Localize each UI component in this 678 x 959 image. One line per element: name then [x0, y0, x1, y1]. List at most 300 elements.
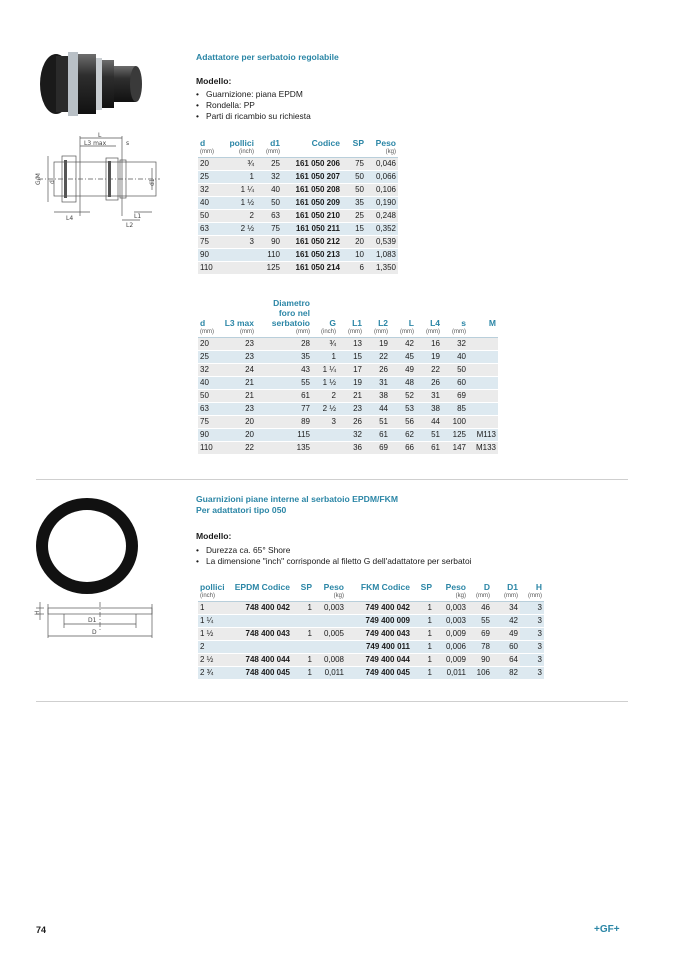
table-cell: 75: [256, 223, 282, 236]
table-row: [198, 262, 398, 275]
table-cell: 25: [198, 171, 224, 184]
table-row: [198, 364, 498, 377]
table-cell: 25: [342, 210, 366, 223]
table-cell: 125: [442, 429, 468, 442]
col-unit: [292, 592, 314, 602]
table-cell: 34: [492, 602, 520, 615]
table-cell: 66: [390, 442, 416, 455]
table-cell: 52: [390, 390, 416, 403]
bullet-spare-parts: • Parti di ricambio su richiesta: [196, 111, 311, 122]
table-adapter-dimensions-body: [198, 338, 498, 455]
table-cell: [292, 641, 314, 654]
table-cell: 64: [492, 654, 520, 667]
col-header-s: s: [461, 318, 466, 328]
table-cell: M113: [468, 429, 498, 442]
table-cell: 125: [256, 262, 282, 275]
col-unit: (mm): [416, 328, 442, 338]
col-unit: (mm): [468, 592, 492, 602]
table-cell: 3: [224, 236, 256, 249]
table-cell: 147: [442, 442, 468, 455]
table-row: [198, 223, 398, 236]
table-cell: 748 400 042: [226, 602, 292, 615]
drawing-label-D1: D1: [88, 617, 97, 624]
table-cell: 20: [222, 429, 256, 442]
table-cell: 1: [224, 171, 256, 184]
col-unit: [342, 148, 366, 158]
drawing-label-s: s: [126, 140, 130, 147]
table-cell: 161 050 210: [282, 210, 342, 223]
table-cell: 0,005: [314, 628, 346, 641]
col-unit: (inch): [224, 148, 256, 158]
col-header-pollici: pollici: [229, 138, 254, 148]
table-row: [198, 377, 498, 390]
table-cell: 110: [256, 249, 282, 262]
table-cell: 0,248: [366, 210, 398, 223]
table-cell: 40: [442, 351, 468, 364]
table-cell: 1 ½: [198, 628, 226, 641]
col-header-m: M: [488, 318, 496, 328]
table-cell: 62: [390, 429, 416, 442]
table-cell: 90: [198, 249, 224, 262]
table-cell: [468, 403, 498, 416]
table-cell: 3: [520, 615, 544, 628]
table-row: [198, 158, 398, 171]
tank-adapter-photo: [34, 44, 146, 128]
table-cell: 2: [312, 390, 338, 403]
table-cell: [468, 338, 498, 351]
table-cell: 85: [442, 403, 468, 416]
table-cell: 40: [198, 197, 224, 210]
table-cell: 69: [442, 390, 468, 403]
table-cell: 161 050 212: [282, 236, 342, 249]
table-cell: 75: [342, 158, 366, 171]
table-row: [198, 338, 498, 351]
col-header-l3: L3 max: [224, 318, 254, 328]
table-cell: 63: [198, 403, 222, 416]
table-cell: 61: [364, 429, 390, 442]
table-cell: 15: [342, 223, 366, 236]
col-unit: (mm): [364, 328, 390, 338]
table-cell: 161 050 211: [282, 223, 342, 236]
drawing-label-L4: L4: [66, 215, 74, 222]
section-divider: [36, 701, 628, 702]
table-cell: 161 050 207: [282, 171, 342, 184]
table-cell: 0,009: [434, 628, 468, 641]
table-cell: 0,003: [434, 602, 468, 615]
table-cell: 1,083: [366, 249, 398, 262]
col-unit: (kg): [366, 148, 398, 158]
col-header-D: D: [483, 582, 490, 592]
table-cell: 0,046: [366, 158, 398, 171]
table-cell: [226, 641, 292, 654]
table-cell: 0,066: [366, 171, 398, 184]
table-cell: 20: [342, 236, 366, 249]
table-cell: 26: [416, 377, 442, 390]
table-cell: 1 ½: [312, 377, 338, 390]
table-cell: 161 050 214: [282, 262, 342, 275]
table-cell: 1: [412, 628, 434, 641]
tank-adapter-drawing: [34, 132, 162, 230]
table-cell: 0,009: [434, 654, 468, 667]
table-cell: 26: [364, 364, 390, 377]
table-cell: 19: [416, 351, 442, 364]
table-cell: 24: [222, 364, 256, 377]
table-cell: 1: [292, 667, 314, 680]
table-cell: 63: [256, 210, 282, 223]
col-unit: (kg): [434, 592, 468, 602]
table-cell: 1 ½: [224, 197, 256, 210]
col-unit: [282, 148, 342, 158]
col-unit: [412, 592, 434, 602]
table-cell: 55: [256, 377, 312, 390]
table-cell: 21: [222, 390, 256, 403]
table-cell: 1 ¼: [224, 184, 256, 197]
table-cell: 17: [338, 364, 364, 377]
table-cell: 19: [364, 338, 390, 351]
table-cell: 75: [198, 236, 224, 249]
table-cell: 21: [338, 390, 364, 403]
table-cell: 44: [364, 403, 390, 416]
table-cell: 21: [222, 377, 256, 390]
table-cell: 20: [198, 158, 224, 171]
table-cell: 100: [442, 416, 468, 429]
table-cell: 45: [390, 351, 416, 364]
col-unit: (mm): [492, 592, 520, 602]
table-cell: 69: [468, 628, 492, 641]
table-row: [198, 171, 398, 184]
col-unit: (kg): [314, 592, 346, 602]
col-header-diametro: Diametro foro nel serbatoio: [271, 298, 310, 328]
table-cell: 1: [292, 628, 314, 641]
table-cell: 15: [338, 351, 364, 364]
col-unit: (mm): [338, 328, 364, 338]
section1-title: Adattatore per serbatoio regolabile: [196, 52, 339, 62]
table-row: [198, 628, 544, 641]
col-unit: (mm): [222, 328, 256, 338]
table-cell: 0,006: [434, 641, 468, 654]
table-cell: 22: [416, 364, 442, 377]
table-cell: 106: [468, 667, 492, 680]
col-header-sp: SP: [352, 138, 364, 148]
table-cell: 22: [222, 442, 256, 455]
table-cell: 32: [442, 338, 468, 351]
table-cell: 748 400 045: [226, 667, 292, 680]
col-header-l4: L4: [430, 318, 440, 328]
table-row: [198, 184, 398, 197]
table-cell: [226, 615, 292, 628]
table-cell: 32: [198, 364, 222, 377]
table-cell: 161 050 213: [282, 249, 342, 262]
table-cell: 50: [198, 210, 224, 223]
table-cell: 2 ½: [224, 223, 256, 236]
col-header-D1: D1: [507, 582, 518, 592]
table-cell: 749 400 044: [346, 654, 412, 667]
page-number: 74: [36, 925, 47, 935]
table-cell: 0,106: [366, 184, 398, 197]
table-cell: 0,003: [314, 602, 346, 615]
table-cell: 16: [416, 338, 442, 351]
table-cell: 90: [198, 429, 222, 442]
table-cell: 749 400 011: [346, 641, 412, 654]
table-cell: 51: [364, 416, 390, 429]
col-header-d1: d1: [270, 138, 280, 148]
table-cell: 69: [364, 442, 390, 455]
gf-logo: +GF+: [594, 924, 620, 935]
table-cell: 22: [364, 351, 390, 364]
table-cell: 38: [364, 390, 390, 403]
table-cell: 0,190: [366, 197, 398, 210]
col-header-d: d: [200, 138, 206, 148]
table-cell: 32: [338, 429, 364, 442]
table-cell: 23: [222, 403, 256, 416]
table-cell: 35: [342, 197, 366, 210]
table-cell: 49: [492, 628, 520, 641]
col-unit: (mm): [442, 328, 468, 338]
table-cell: 161 050 208: [282, 184, 342, 197]
table-cell: ¾: [312, 338, 338, 351]
col-header-peso: Peso: [375, 138, 396, 148]
table-cell: 3: [520, 641, 544, 654]
table-row: [198, 236, 398, 249]
table-cell: [314, 615, 346, 628]
table-cell: 23: [222, 338, 256, 351]
table-cell: 61: [256, 390, 312, 403]
gasket-drawing: [32, 600, 160, 644]
table-row: [198, 615, 544, 628]
table-cell: 748 400 043: [226, 628, 292, 641]
table-cell: 1: [198, 602, 226, 615]
table-cell: 26: [338, 416, 364, 429]
col-unit: [226, 592, 292, 602]
col-header-fkm-codice: FKM Codice: [360, 582, 410, 592]
table-cell: [224, 249, 256, 262]
bullet-washer: • Rondella: PP: [196, 100, 311, 111]
table-row: [198, 442, 498, 455]
table-cell: 1: [412, 667, 434, 680]
table-cell: 3: [520, 602, 544, 615]
table-row: [198, 429, 498, 442]
table-cell: 38: [416, 403, 442, 416]
table-cell: 63: [198, 223, 224, 236]
table-cell: 1: [412, 641, 434, 654]
col-header-d: d: [200, 318, 206, 328]
table-cell: 20: [222, 416, 256, 429]
table-cell: 13: [338, 338, 364, 351]
drawing-label-H: H: [34, 610, 41, 615]
section2-model-label: Modello:: [196, 531, 232, 541]
bullet-gasket: • Guarnizione: piana EPDM: [196, 89, 311, 100]
table-cell: 50: [198, 390, 222, 403]
table-cell: 2 ½: [312, 403, 338, 416]
col-unit: (inch): [198, 592, 226, 602]
table-cell: [468, 377, 498, 390]
table-cell: 0,011: [434, 667, 468, 680]
table-cell: 1: [292, 654, 314, 667]
table-row: [198, 416, 498, 429]
table-cell: 115: [256, 429, 312, 442]
table-cell: 25: [256, 158, 282, 171]
section-divider: [36, 479, 628, 480]
table-cell: 49: [390, 364, 416, 377]
bullet-hardness: • Durezza ca. 65° Shore: [196, 545, 471, 556]
table-cell: 40: [198, 377, 222, 390]
table-cell: 1: [312, 351, 338, 364]
table-cell: 749 400 043: [346, 628, 412, 641]
table-cell: 135: [256, 442, 312, 455]
section2-title-line1: Guarnizioni piane interne al serbatoio EPDM/FKM: [196, 494, 398, 504]
col-unit: (mm): [198, 328, 222, 338]
drawing-label-d: d: [49, 180, 56, 184]
section1-bullet-list: [196, 89, 311, 122]
table-cell: M133: [468, 442, 498, 455]
table-cell: 749 400 009: [346, 615, 412, 628]
table-row: [198, 654, 544, 667]
table-cell: [224, 262, 256, 275]
table-cell: 0,011: [314, 667, 346, 680]
table-cell: 25: [198, 351, 222, 364]
table-gaskets: [198, 582, 544, 680]
drawing-label-L: L: [98, 132, 102, 139]
table-cell: 48: [390, 377, 416, 390]
table-cell: 31: [416, 390, 442, 403]
table-cell: 2: [224, 210, 256, 223]
table-cell: 3: [312, 416, 338, 429]
col-header-H: H: [535, 582, 542, 592]
col-header-peso: Peso: [323, 582, 344, 592]
table-cell: 61: [416, 442, 442, 455]
table-cell: 3: [520, 654, 544, 667]
table-cell: 23: [222, 351, 256, 364]
table-cell: 6: [342, 262, 366, 275]
col-unit: (mm): [256, 328, 312, 338]
table-row: [198, 403, 498, 416]
table-cell: [314, 641, 346, 654]
table-cell: 3: [520, 628, 544, 641]
col-unit: (mm): [198, 148, 224, 158]
table-cell: 50: [256, 197, 282, 210]
table-adapter-codes: [198, 138, 398, 275]
table-cell: 50: [342, 184, 366, 197]
table-cell: 90: [468, 654, 492, 667]
table-row: [198, 667, 544, 680]
table-cell: 1: [412, 615, 434, 628]
table-cell: 749 400 042: [346, 602, 412, 615]
table-cell: 51: [416, 429, 442, 442]
table-cell: 89: [256, 416, 312, 429]
table-cell: 40: [256, 184, 282, 197]
gasket-ring-photo: [32, 494, 142, 598]
table-cell: 161 050 206: [282, 158, 342, 171]
table-cell: 42: [492, 615, 520, 628]
table-cell: 1: [412, 654, 434, 667]
table-cell: 42: [390, 338, 416, 351]
table-cell: 10: [342, 249, 366, 262]
table-cell: 0,008: [314, 654, 346, 667]
col-unit: (mm): [520, 592, 544, 602]
table-row: [198, 197, 398, 210]
col-header-peso: Peso: [445, 582, 466, 592]
table-adapter-codes-body: [198, 158, 398, 275]
table-row: [198, 249, 398, 262]
drawing-label-d1: d1: [149, 178, 156, 186]
drawing-label-D: D: [92, 629, 97, 636]
table-cell: 60: [492, 641, 520, 654]
table-cell: 50: [442, 364, 468, 377]
table-cell: 748 400 044: [226, 654, 292, 667]
table-cell: [312, 442, 338, 455]
table-cell: 2 ½: [198, 654, 226, 667]
table-row: [198, 351, 498, 364]
table-cell: 44: [416, 416, 442, 429]
col-unit: (inch): [312, 328, 338, 338]
table-cell: 2: [198, 641, 226, 654]
table-cell: 55: [468, 615, 492, 628]
drawing-label-G: G/M: [35, 173, 42, 185]
col-header-l: L: [408, 318, 414, 328]
table-cell: [468, 351, 498, 364]
table-cell: 1 ¼: [198, 615, 226, 628]
table-row: [198, 641, 544, 654]
col-header-l2: L2: [378, 318, 388, 328]
table-cell: 3: [520, 667, 544, 680]
table-cell: 90: [256, 236, 282, 249]
table-cell: 2 ¾: [198, 667, 226, 680]
col-unit: (mm): [256, 148, 282, 158]
drawing-label-L1: L1: [134, 213, 142, 220]
table-cell: 749 400 045: [346, 667, 412, 680]
drawing-label-L2: L2: [126, 222, 134, 229]
table-cell: 31: [364, 377, 390, 390]
col-header-sp: SP: [420, 582, 432, 592]
table-cell: 46: [468, 602, 492, 615]
table-cell: 36: [338, 442, 364, 455]
table-cell: 1 ¼: [312, 364, 338, 377]
table-cell: ¾: [224, 158, 256, 171]
table-cell: 1: [412, 602, 434, 615]
table-cell: 82: [492, 667, 520, 680]
table-cell: [312, 429, 338, 442]
bullet-inch-note: • La dimensione "inch" corrisponde al filetto G dell'adattatore per serbatoi: [196, 556, 471, 567]
table-cell: 0,352: [366, 223, 398, 236]
table-row: [198, 210, 398, 223]
table-gaskets-body: [198, 602, 544, 680]
table-cell: 28: [256, 338, 312, 351]
table-cell: 110: [198, 442, 222, 455]
col-header-sp: SP: [300, 582, 312, 592]
table-cell: 75: [198, 416, 222, 429]
col-unit: (mm): [390, 328, 416, 338]
table-cell: 32: [198, 184, 224, 197]
col-header-epdm-codice: EPDM Codice: [234, 582, 290, 592]
table-cell: 50: [342, 171, 366, 184]
table-cell: 78: [468, 641, 492, 654]
table-adapter-dimensions: [198, 298, 498, 455]
section1-model-label: Modello:: [196, 76, 232, 86]
drawing-label-L3: L3 max: [84, 140, 107, 147]
col-header-codice: Codice: [311, 138, 340, 148]
col-unit: [346, 592, 412, 602]
col-header-pollici: pollici: [200, 582, 225, 592]
col-unit: [468, 328, 498, 338]
table-cell: 0,539: [366, 236, 398, 249]
table-cell: 60: [442, 377, 468, 390]
table-cell: 0,003: [434, 615, 468, 628]
col-header-l1: L1: [352, 318, 362, 328]
table-cell: 32: [256, 171, 282, 184]
table-cell: 1,350: [366, 262, 398, 275]
section2-title-line2: Per adattatori tipo 050: [196, 505, 287, 515]
table-cell: [468, 364, 498, 377]
